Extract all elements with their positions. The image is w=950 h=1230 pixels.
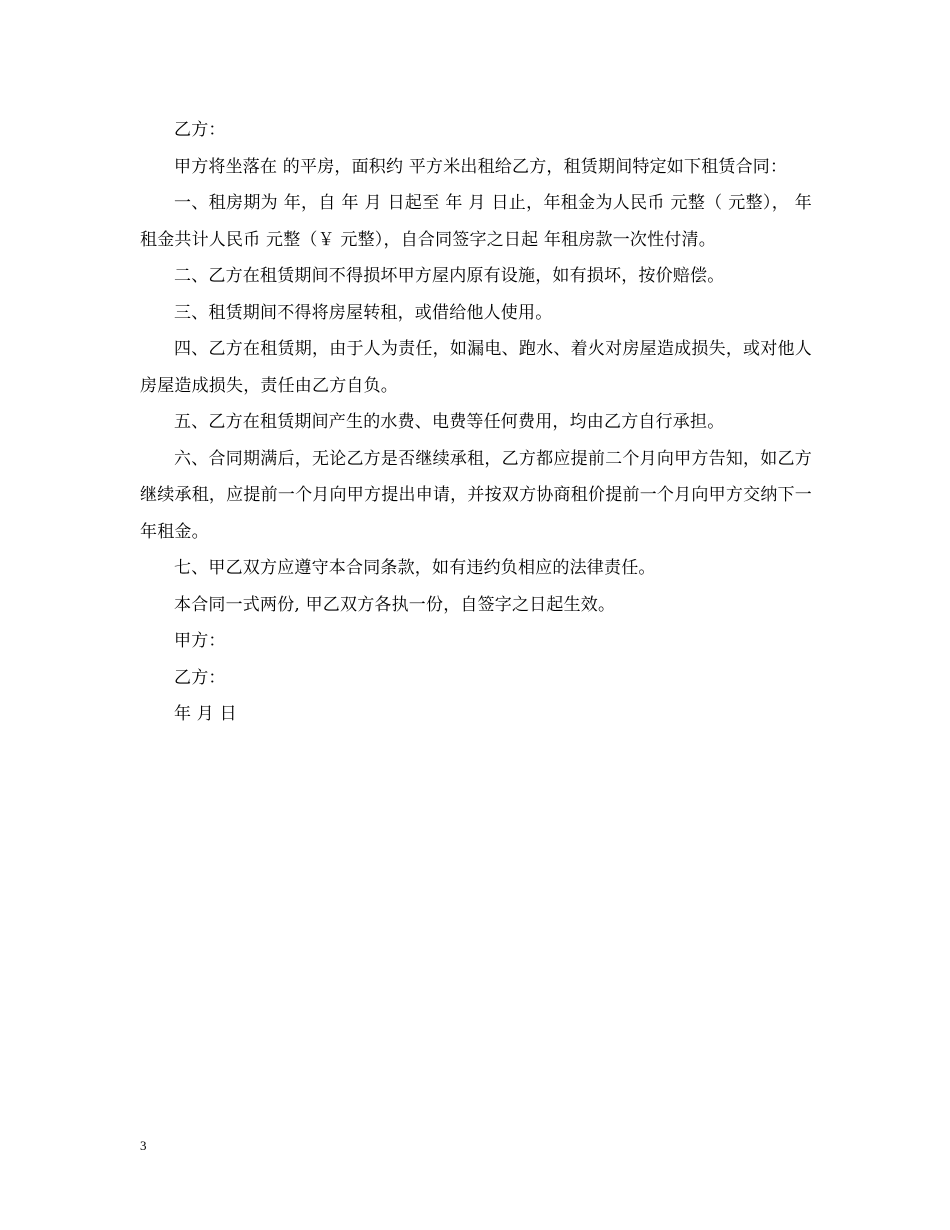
signature-party-a: 甲方： xyxy=(174,631,226,651)
clause-3-sublease: 三、租赁期间不得将房屋转租，或借给他人使用。 xyxy=(174,302,553,323)
page-number: 3 xyxy=(140,1138,147,1153)
clause-7-compliance: 七、甲乙双方应遵守本合同条款，如有违约负相应的法律责任。 xyxy=(174,558,656,578)
document-body xyxy=(140,112,812,733)
clause-6-renewal: 六、合同期满后，无论乙方是否继续承租，乙方都应提前二个月向甲方告知，如乙方继续承租，应提前一个月向甲方提出申请，并按双方协商租价提前一个月向甲方交纳下一年租金。 xyxy=(140,448,812,542)
copies-statement: 本合同一式两份, 甲乙双方各执一份，自签字之日起生效。 xyxy=(174,594,616,615)
clause-1-term-rent: 一、租房期为 年，自 年 月 日起至 年 月 日止，年租金为人民币 元整（ 元整）， 年租金共计人民币 元整（￥ 元整），自合同签字之日起 年租房款一次性付清。 xyxy=(140,193,812,250)
lease-intro-paragraph: 甲方将坐落在 的平房，面积约 平方米出租给乙方，租赁期间特定如下租赁合同： xyxy=(174,156,788,177)
clause-4-liability: 四、乙方在租赁期，由于人为责任，如漏电、跑水、着火对房屋造成损失，或对他人房屋造成损失，责任由乙方自负。 xyxy=(140,339,812,396)
clause-2-facilities: 二、乙方在租赁期间不得损坏甲方屋内原有设施，如有损坏，按价赔偿。 xyxy=(174,266,725,286)
signature-date: 年 月 日 xyxy=(174,704,237,724)
signature-party-b: 乙方： xyxy=(174,667,226,688)
party-b-header: 乙方： xyxy=(174,120,226,140)
clause-5-utilities: 五、乙方在租赁期间产生的水费、电费等任何费用，均由乙方自行承担。 xyxy=(174,412,725,432)
